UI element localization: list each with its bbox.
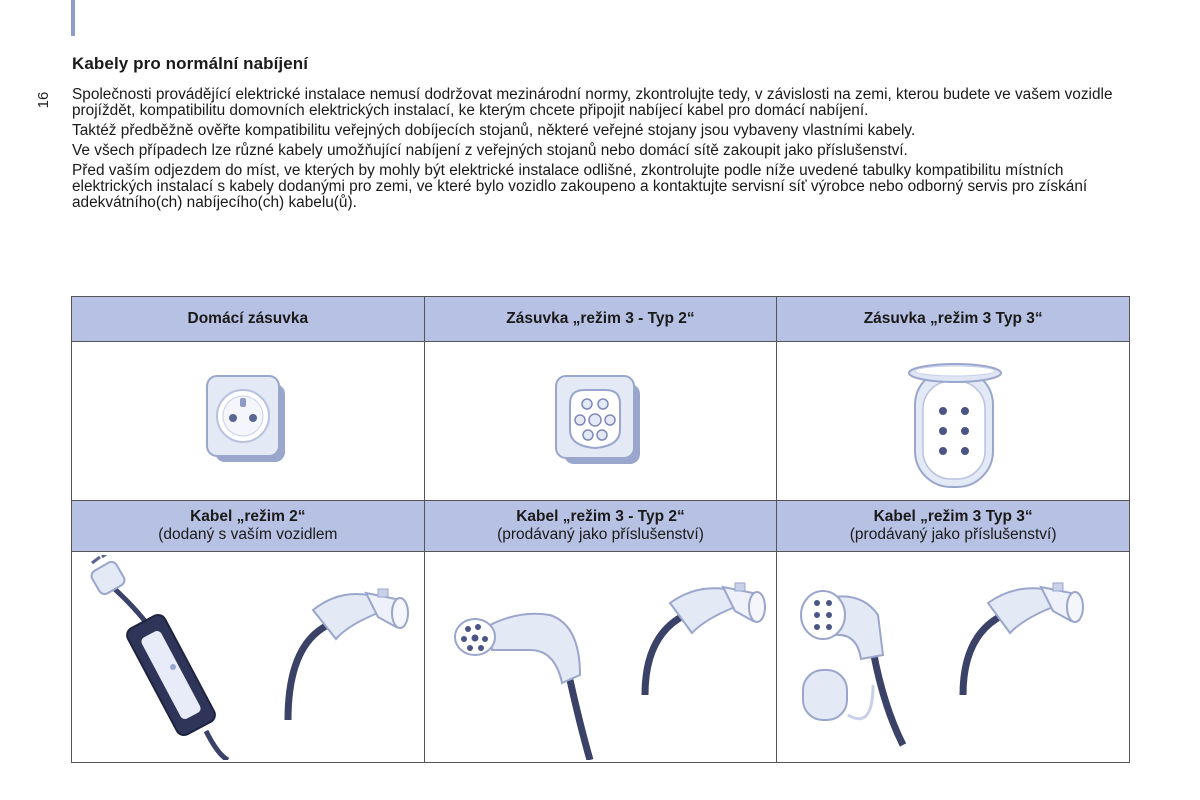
socket-cell-household bbox=[72, 342, 425, 501]
type3-socket-icon bbox=[893, 351, 1013, 491]
cable-cell-type3 bbox=[777, 552, 1130, 763]
socket-header-household: Domácí zásuvka bbox=[72, 297, 425, 342]
household-socket-icon bbox=[193, 366, 303, 476]
paragraph: Před vaším odjezdem do míst, ve kterých by mohly být elektrické instalace odlišné, zkontrolujte podle níže uvedené tabulky kompatibilitu místních elektrických instalací s kabely dodanými pro zemi, ve které bylo vozidlo zakoupeno a kontaktujte servisní síť výrobce nebo odborný servis pro získání adekvátního(ch) nabíjecího(ch) kabelu(ů). bbox=[72, 162, 1088, 211]
paragraph: Společnosti provádějící elektrické instalace nemusí dodržovat mezinárodní normy, zkontrolujte tedy, v závislosti na zemi, kterou budete ve vašem vozidle projíždět, kompatibilitu domovních elektrických instalací, ke kterým chcete připojit nabíjecí kabel pro domácí nabíjení. bbox=[72, 86, 1113, 119]
socket-image-row bbox=[72, 342, 1130, 501]
socket-cell-type3 bbox=[777, 342, 1130, 501]
type2-cable-icon bbox=[430, 555, 770, 760]
cable-label: Kabel „režim 3 - Typ 2“ bbox=[516, 508, 685, 525]
socket-header-type2: Zásuvka „režim 3 - Typ 2“ bbox=[424, 297, 777, 342]
intro-text bbox=[72, 87, 1142, 215]
type2-socket-icon bbox=[540, 366, 660, 476]
socket-header-type3: Zásuvka „režim 3 Typ 3“ bbox=[777, 297, 1130, 342]
cable-label: Kabel „režim 3 Typ 3“ bbox=[873, 508, 1033, 525]
cable-sublabel: (prodávaný jako příslušenství) bbox=[849, 526, 1057, 543]
mode2-cable-icon bbox=[78, 555, 418, 760]
compatibility-table bbox=[71, 296, 1130, 763]
margin-accent-bar bbox=[71, 0, 75, 36]
cable-cell-mode2 bbox=[72, 552, 425, 763]
socket-header-row bbox=[72, 297, 1130, 342]
type3-cable-icon bbox=[783, 555, 1123, 760]
cable-sublabel: (prodávaný jako příslušenství) bbox=[497, 526, 704, 543]
cable-header-row bbox=[72, 501, 1130, 552]
cable-header-type3 bbox=[777, 501, 1130, 552]
cable-image-row bbox=[72, 552, 1130, 763]
cable-cell-type2 bbox=[424, 552, 777, 763]
page-number: 16 bbox=[35, 91, 52, 109]
cable-header-type2 bbox=[424, 501, 777, 552]
paragraph: Taktéž předběžně ověřte kompatibilitu veřejných dobíjecích stojanů, některé veřejné stojany jsou vybaveny vlastními kabely. bbox=[72, 122, 916, 139]
section-title: Kabely pro normální nabíjení bbox=[72, 54, 309, 73]
socket-cell-type2 bbox=[424, 342, 777, 501]
cable-label: Kabel „režim 2“ bbox=[190, 508, 306, 525]
paragraph: Ve všech případech lze různé kabely umožňující nabíjení z veřejných stojanů nebo domácí sítě zakoupit jako příslušenství. bbox=[72, 142, 908, 159]
cable-header-mode2 bbox=[72, 501, 425, 552]
cable-sublabel: (dodaný s vaším vozidlem bbox=[158, 526, 338, 543]
